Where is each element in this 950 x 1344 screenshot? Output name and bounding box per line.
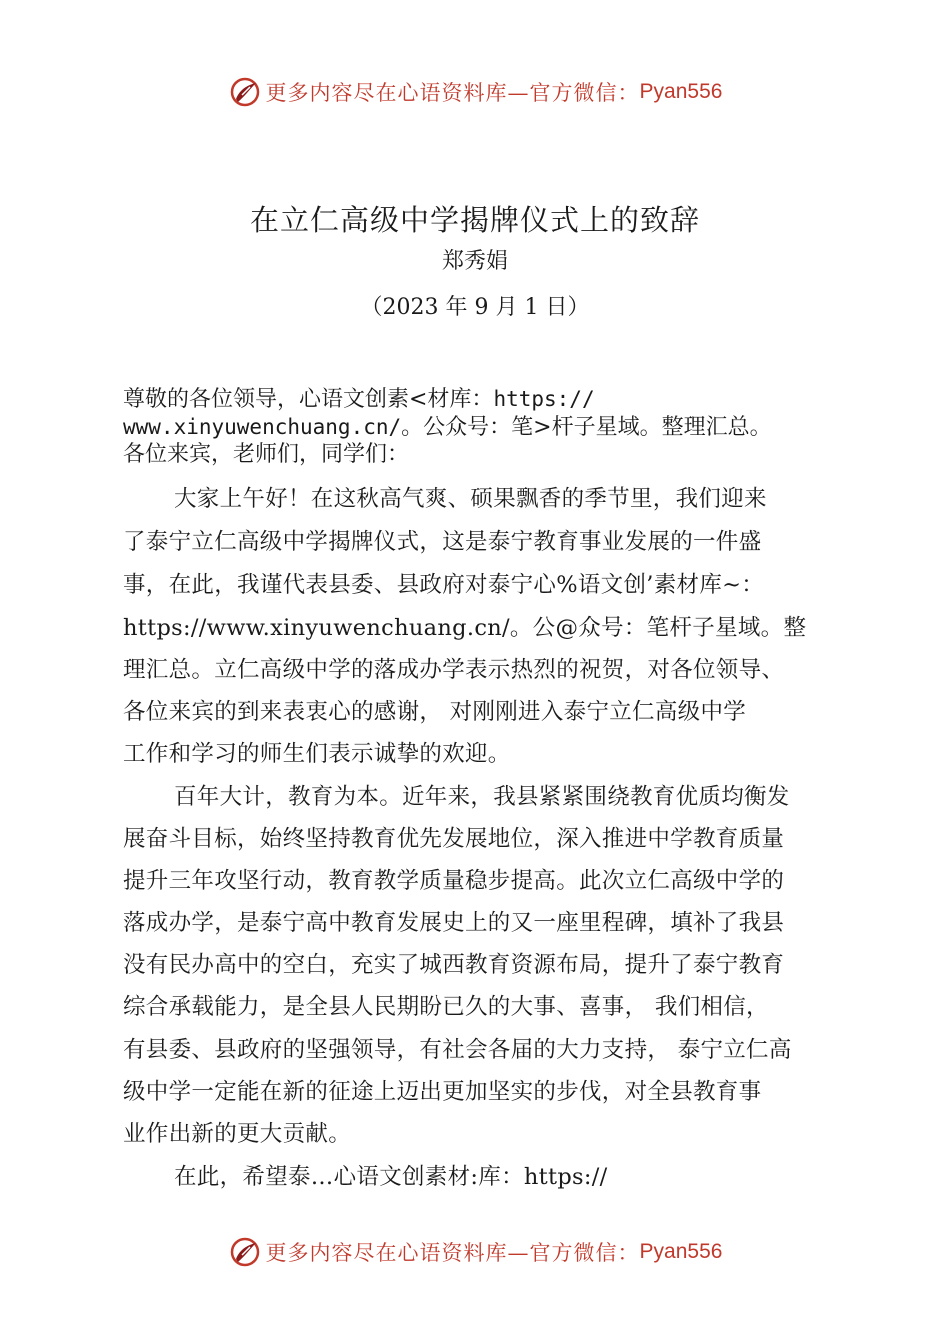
body-line: 有县委、县政府的坚强领导，有社会各届的大力支持， 泰宁立仁高 — [123, 1037, 792, 1063]
header-banner — [0, 72, 950, 112]
body-line: 业作出新的更大贡献。 — [123, 1121, 352, 1147]
logo-icon — [228, 1235, 262, 1269]
banner-text: 更多内容尽在心语资料库—官方微信： — [265, 1241, 640, 1265]
greeting-url: www.xinyuwenchuang.cn/ — [123, 415, 402, 439]
banner-text: 更多内容尽在心语资料库—官方微信： — [265, 81, 640, 105]
greeting-line — [123, 385, 843, 414]
document-date: （2023 年 9 月 1 日） — [360, 295, 590, 320]
body-line: 展奋斗目标，始终坚持教育优先发展地位，深入推进中学教育质量 — [123, 826, 785, 852]
body-line: 大家上午好！在这秋高气爽、硕果飘香的季节里，我们迎来 — [174, 486, 767, 512]
greeting-line — [123, 413, 843, 442]
body-line: 落成办学，是泰宁高中教育发展史上的又一座里程碑，填补了我县 — [123, 910, 785, 936]
footer-banner — [0, 1232, 950, 1272]
body-line: 综合承载能力，是全县人民期盼已久的大事、喜事， 我们相信， — [123, 994, 769, 1020]
greeting-text: 尊敬的各位领导，心语文创素<材库： — [123, 387, 494, 412]
body-line: 理汇总。立仁高级中学的落成办学表示热烈的祝贺，对各位领导、 — [123, 657, 785, 683]
greeting-line: 各位来宾，老师们，同学们： — [123, 442, 410, 467]
logo-icon — [228, 75, 262, 109]
banner-wechat-id: Pyan556 — [639, 1240, 723, 1263]
body-line: 没有民办高中的空白，充实了城西教育资源布局，提升了泰宁教育 — [123, 952, 785, 978]
body-line: 各位来宾的到来表衷心的感谢， 对刚刚进入泰宁立仁高级中学 — [123, 699, 747, 725]
body-line: 在此，希望泰…心语文创素材:库：https:// — [174, 1164, 608, 1190]
banner-wechat-id: Pyan556 — [639, 80, 723, 103]
body-line: https://www.xinyuwenchuang.cn/。公@众号：笔杆子星域。整 — [123, 615, 807, 641]
body-line: 百年大计，教育为本。近年来，我县紧紧围绕教育优质均衡发 — [174, 784, 790, 810]
body-line: 级中学一定能在新的征途上迈出更加坚实的步伐，对全县教育事 — [123, 1079, 762, 1105]
body-line: 了泰宁立仁高级中学揭牌仪式，这是泰宁教育事业发展的一件盛 — [123, 529, 762, 555]
body-line: 事，在此，我谨代表县委、县政府对泰宁心%语文创’素材库~： — [123, 572, 765, 598]
body-line: 工作和学习的师生们表示诚挚的欢迎。 — [123, 741, 511, 767]
greeting-url: https:// — [493, 387, 595, 411]
document-title: 在立仁高级中学揭牌仪式上的致辞 — [249, 203, 700, 237]
body-line: 提升三年攻坚行动，教育教学质量稳步提高。此次立仁高级中学的 — [123, 868, 785, 894]
greeting-text: 。公众号：笔>杆子星域。整理汇总。 — [401, 415, 772, 440]
author-name: 郑秀娟 — [441, 249, 508, 274]
